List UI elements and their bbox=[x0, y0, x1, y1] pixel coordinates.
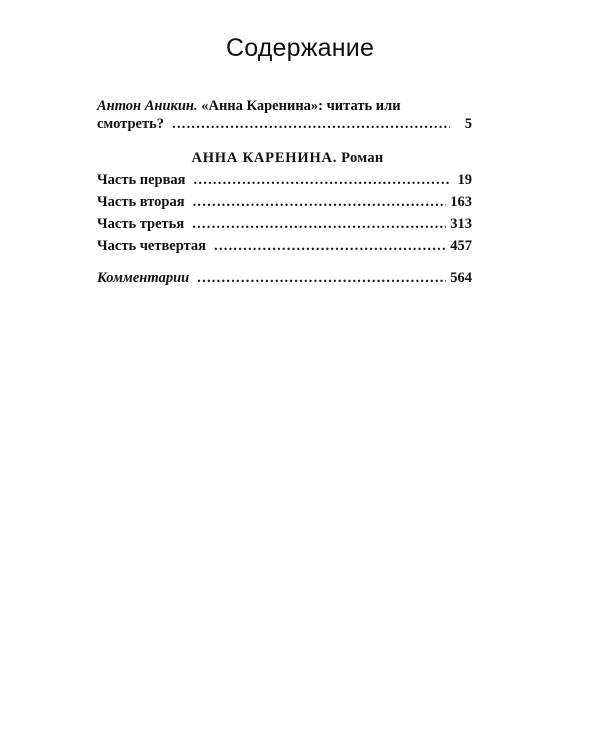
novel-section-heading bbox=[97, 149, 472, 167]
part-page-number: 313 bbox=[450, 216, 472, 232]
toc-entry-part-4[interactable] bbox=[97, 237, 472, 255]
part-page-number: 163 bbox=[450, 194, 472, 210]
dot-leader bbox=[194, 171, 450, 189]
preface-title-part-1: «Анна Каренина»: читать или bbox=[201, 98, 401, 114]
toc-entry-preface[interactable] bbox=[97, 97, 472, 133]
toc-entry-comments[interactable] bbox=[97, 269, 472, 287]
toc-entry-part-1[interactable] bbox=[97, 171, 472, 189]
page-title: Содержание bbox=[225, 34, 375, 62]
part-label: Часть вторая bbox=[97, 194, 185, 210]
preface-author: Антон Аникин. bbox=[97, 98, 198, 114]
novel-subtitle: Роман bbox=[341, 150, 384, 166]
preface-page-number: 5 bbox=[464, 116, 472, 132]
part-label: Часть первая bbox=[97, 172, 186, 188]
comments-label: Комментарии bbox=[97, 270, 190, 286]
dot-leader bbox=[197, 269, 446, 287]
preface-line-1 bbox=[97, 97, 472, 115]
comments-page-number: 564 bbox=[450, 270, 472, 286]
dot-leader bbox=[192, 215, 446, 233]
part-page-number: 19 bbox=[457, 172, 472, 188]
part-page-number: 457 bbox=[450, 238, 472, 254]
preface-line-2 bbox=[97, 115, 472, 133]
table-of-contents bbox=[97, 97, 472, 287]
part-label: Часть четвертая bbox=[97, 238, 207, 254]
dot-leader bbox=[172, 115, 450, 133]
novel-title: АННА КАРЕНИНА. bbox=[191, 150, 338, 166]
dot-leader bbox=[193, 193, 447, 211]
dot-leader bbox=[214, 237, 446, 255]
preface-title-part-2: смотреть? bbox=[97, 116, 165, 132]
toc-entry-part-3[interactable] bbox=[97, 215, 472, 233]
toc-entry-part-2[interactable] bbox=[97, 193, 472, 211]
part-label: Часть третья bbox=[97, 216, 185, 232]
